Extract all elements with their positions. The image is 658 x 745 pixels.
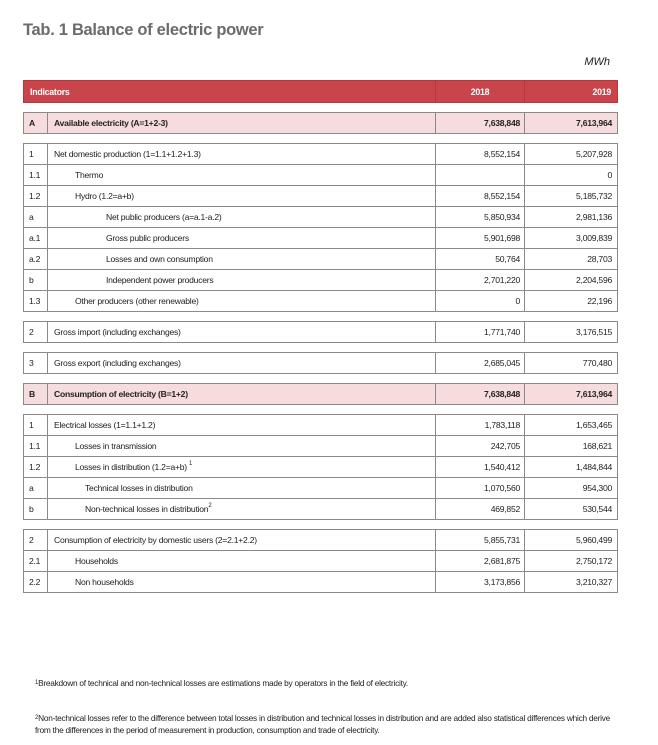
table-row (24, 436, 618, 457)
row-label: Gross export (including exchanges) (48, 353, 436, 374)
row-label: Consumption of electricity by domestic users (2=2.1+2.2) (48, 530, 436, 551)
table-header-row (24, 81, 618, 103)
row-value-2018: 5,855,731 (436, 530, 525, 551)
row-value-2018: 5,850,934 (436, 207, 525, 228)
row-value-2018: 1,771,740 (436, 322, 525, 343)
row-label: Net public producers (a=a.1-a.2) (48, 207, 436, 228)
row-value-2018 (436, 165, 525, 186)
row-value-2019: 1,484,844 (525, 457, 618, 478)
row-value-2018: 0 (436, 291, 525, 312)
row-value-2018: 7,638,848 (436, 384, 525, 405)
row-value-2019: 3,210,327 (525, 572, 618, 593)
table-row (24, 270, 618, 291)
table-row (24, 165, 618, 186)
table-row (24, 291, 618, 312)
row-code: a.1 (24, 228, 48, 249)
row-value-2018: 242,705 (436, 436, 525, 457)
row-value-2019: 1,653,465 (525, 415, 618, 436)
row-code: b (24, 270, 48, 291)
row-value-2019: 2,750,172 (525, 551, 618, 572)
row-code: 1.1 (24, 436, 48, 457)
row-label: Net domestic production (1=1.1+1.2+1.3) (48, 144, 436, 165)
row-code: 1.3 (24, 291, 48, 312)
row-label: Thermo (48, 165, 436, 186)
row-label: Electrical losses (1=1.1+1.2) (48, 415, 436, 436)
row-value-2018: 1,070,560 (436, 478, 525, 499)
row-label: Households (48, 551, 436, 572)
row-value-2018: 2,701,220 (436, 270, 525, 291)
row-value-2019: 2,204,596 (525, 270, 618, 291)
row-code: 2 (24, 322, 48, 343)
row-value-2019: 22,196 (525, 291, 618, 312)
header-year-2018: 2018 (436, 81, 525, 103)
row-code: a (24, 207, 48, 228)
row-value-2018: 469,852 (436, 499, 525, 520)
row-value-2019: 7,613,964 (525, 384, 618, 405)
row-label: Non households (48, 572, 436, 593)
table-row (24, 551, 618, 572)
row-code: 2.2 (24, 572, 48, 593)
row-value-2019: 2,981,136 (525, 207, 618, 228)
table-row (24, 499, 618, 520)
table-row (24, 186, 618, 207)
row-label: Gross import (including exchanges) (48, 322, 436, 343)
row-code: B (24, 384, 48, 405)
row-value-2018: 50,764 (436, 249, 525, 270)
table-row (24, 572, 618, 593)
row-value-2019: 0 (525, 165, 618, 186)
row-value-2019: 5,960,499 (525, 530, 618, 551)
row-code: b (24, 499, 48, 520)
row-value-2018: 3,173,856 (436, 572, 525, 593)
row-label: Available electricity (A=1+2-3) (48, 113, 436, 134)
row-value-2018: 7,638,848 (436, 113, 525, 134)
row-value-2018: 1,783,118 (436, 415, 525, 436)
row-code: a.2 (24, 249, 48, 270)
table-row (24, 249, 618, 270)
row-value-2018: 2,681,875 (436, 551, 525, 572)
balance-table (23, 80, 618, 593)
row-value-2019: 5,185,732 (525, 186, 618, 207)
footnote-ref-2: 2 (208, 503, 212, 509)
row-value-2018: 1,540,412 (436, 457, 525, 478)
row-code: a (24, 478, 48, 499)
header-indicators: Indicators (24, 81, 436, 103)
row-code: 2 (24, 530, 48, 551)
row-code: 1.2 (24, 186, 48, 207)
table-row (24, 228, 618, 249)
row-value-2019: 954,300 (525, 478, 618, 499)
row-value-2019: 7,613,964 (525, 113, 618, 134)
row-value-2018: 8,552,154 (436, 186, 525, 207)
footnote-2-mark: 2 (35, 715, 39, 721)
table-row (24, 415, 618, 436)
row-label: Non-technical losses in distribution (85, 504, 209, 514)
unit-label: MWh (584, 56, 610, 68)
row-value-2018: 5,901,698 (436, 228, 525, 249)
row-value-2019: 770,480 (525, 353, 618, 374)
row-code: 2.1 (24, 551, 48, 572)
footnote-1-text: Breakdown of technical and non-technical losses are estimations made by operators in the field of electricity. (38, 678, 408, 688)
row-label: Gross public producers (48, 228, 436, 249)
row-label: Technical losses in distribution (48, 478, 436, 499)
row-code: A (24, 113, 48, 134)
table-row (24, 322, 618, 343)
row-value-2019: 168,621 (525, 436, 618, 457)
row-code: 3 (24, 353, 48, 374)
row-code: 1 (24, 144, 48, 165)
row-value-2019: 3,009,839 (525, 228, 618, 249)
footnote-2 (35, 712, 625, 736)
table-row (24, 207, 618, 228)
row-label: Losses in distribution (1.2=a+b) (75, 462, 187, 472)
footnote-1 (35, 677, 408, 689)
row-label-cell (48, 457, 436, 478)
row-label: Hydro (1.2=a+b) (48, 186, 436, 207)
row-value-2018: 8,552,154 (436, 144, 525, 165)
footnote-ref-1: 1 (189, 461, 193, 467)
row-label: Other producers (other renewable) (48, 291, 436, 312)
table-row (24, 457, 618, 478)
table-row (24, 144, 618, 165)
row-code: 1 (24, 415, 48, 436)
row-code: 1.1 (24, 165, 48, 186)
row-value-2018: 2,685,045 (436, 353, 525, 374)
table-row (24, 113, 618, 134)
row-label: Independent power producers (48, 270, 436, 291)
row-label: Consumption of electricity (B=1+2) (48, 384, 436, 405)
row-value-2019: 3,176,515 (525, 322, 618, 343)
row-value-2019: 28,703 (525, 249, 618, 270)
row-code: 1.2 (24, 457, 48, 478)
table-title: Tab. 1 Balance of electric power (23, 21, 264, 39)
row-value-2019: 5,207,928 (525, 144, 618, 165)
row-label-cell (48, 499, 436, 520)
row-label: Losses and own consumption (48, 249, 436, 270)
table-row (24, 353, 618, 374)
header-year-2019: 2019 (525, 81, 618, 103)
table-row (24, 384, 618, 405)
footnote-1-mark: 1 (35, 680, 39, 686)
table-row (24, 478, 618, 499)
footnote-2-text: Non-technical losses refer to the difference between total losses in distribution and technical losses in distribution and are added also statistical differences which derive from the differences in the period of measurement in production, consumption and trade of electricity. (35, 713, 610, 735)
row-label: Losses in transmission (48, 436, 436, 457)
row-value-2019: 530,544 (525, 499, 618, 520)
table-row (24, 530, 618, 551)
